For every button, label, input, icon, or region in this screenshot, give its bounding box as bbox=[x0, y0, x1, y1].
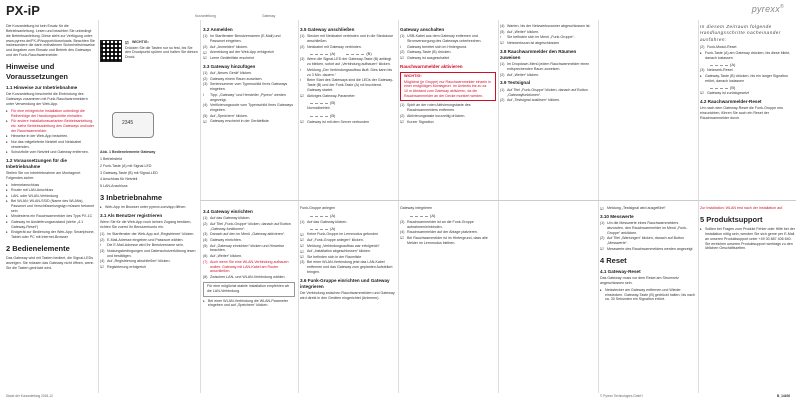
section-2-heading: 2 Bedienelemente bbox=[6, 243, 70, 253]
section-4-2-text: Um nach dem Gateway-Reset die Funk-Gruppe neu einzurichten, führen Sie auch ein Reset der Rauchwarnmelder durch. bbox=[700, 105, 784, 120]
result-item: ☑ Gateway ist zurückgesetzt bbox=[700, 91, 796, 96]
result-item: ☑ Gateway ist mit dem Server verbunden bbox=[300, 120, 396, 125]
section-5-heading: 5 Produktsupport bbox=[700, 214, 763, 224]
led-indicator-a: (A) bbox=[310, 51, 335, 56]
section-3-1-heading: 3.1 Als Benutzer registrieren bbox=[100, 213, 163, 219]
column-4 bbox=[300, 24, 396, 125]
section-1-1-heading: 1.1 Hinweise zur Inbetriebnahme bbox=[6, 85, 78, 91]
list-item: ▸ Mindestens ein Rauchwarnmelder des Typs PX-1C bbox=[6, 214, 96, 219]
list-item: ▸ Schutzfolie vom Netzteil und Gateway entfernen. bbox=[6, 150, 96, 155]
list-item: ▸ Für eine erfolgreiche Installation unbedingt die Reihenfolge der Handlungsschritte einhalten. bbox=[6, 109, 96, 119]
list-item: ▸ Hinweise in der Web-App beachten. bbox=[6, 134, 96, 139]
section-4-1-text: Das Gateway muss vor dem Reset am Stromnetz angeschlossen sein. bbox=[600, 276, 679, 285]
step-item: (1) USB-Kabel aus dem Gateway entfernen und Stromversorgung des Gateways unterbrechen. bbox=[400, 34, 482, 44]
legend-item: 1 Betriebsfeld bbox=[100, 156, 122, 161]
step-item: (1) Im Startfenster der Web-App auf „Registrieren“ klicken. bbox=[100, 231, 195, 236]
gateway-off-heading: Gateway anschalten bbox=[400, 27, 445, 32]
step-item: (1) Im Startfenster Benutzernamen (E-Mail) und Passwort eingeben. bbox=[203, 34, 281, 44]
step-item: (5) Auf „Speichern“ klicken. bbox=[203, 113, 248, 118]
step-item: (1) Spirit an der roten Aktivierungstaste des Rauchwarnmelders entfernen. bbox=[400, 103, 471, 113]
warning-red-text: Zur Installation: WLAN erst nach der Installation auf. bbox=[700, 206, 784, 210]
list-item: ▸ Bei WLAN: WLAN-SSID (Name des WLANs), Passwort und Verschlüsselungstyp müssen bekannt sein bbox=[6, 199, 96, 214]
step-item: (5) Auf „Gateway einrichten“ klicken und Hinweise beachten. bbox=[203, 243, 285, 253]
device-label: 2345 bbox=[122, 120, 134, 126]
column-divider bbox=[200, 20, 201, 393]
result-item: ☑ Messwerte des Rauchwarnmelders werden angezeigt bbox=[600, 247, 696, 252]
figure-caption: Abb. 1 Bedienelemente Gateway bbox=[100, 150, 156, 154]
legend-item: 3 Gateway-Taste (B) mit Signal-LED bbox=[100, 170, 158, 175]
section-4-heading: 4 Reset bbox=[600, 255, 627, 265]
list-item: ▸ Sollten bei Fragen zum Produkt Fehler oder Hilfe bei der Installation nötig sein, wenden Sie sich gerne per E-Mail an unseren Produktsupport unter +49 30 887 406 640. Sie erreichen unseren Produktsupport werktags zu den üblichen Geschäftszeiten. bbox=[700, 227, 796, 251]
column-divider bbox=[298, 20, 299, 393]
step-item: (4) Verifizierungscode vom Typenschild Ihres Gateways eingeben. bbox=[203, 103, 294, 113]
result-item: ☑ Gateway erscheint in der Gerätelliste bbox=[203, 119, 295, 124]
step-item: (4) Rauchwarnmelder auf der Ablage platzieren. bbox=[400, 230, 478, 235]
column-5 bbox=[400, 24, 496, 125]
column-4-lower bbox=[300, 206, 396, 303]
column-2 bbox=[100, 40, 198, 64]
step-item: i Die E-Mail-Adresse wird Ihr Benutzername sein. bbox=[100, 243, 184, 248]
step-item: (7) Auch wenn Sie eine WLAN-Verbindung aufbauen wollen: Gateway mit LAN-Kabel am Router anschließen. bbox=[203, 259, 289, 274]
column-divider bbox=[698, 20, 699, 393]
legend-item: 4 Anschluss für Netzteil bbox=[100, 177, 138, 182]
step-item: (8) Zwischen LAN- und WLAN-Verbindung wählen. bbox=[203, 275, 286, 280]
section-3-4-heading: 3.4 Gateway einrichten bbox=[203, 209, 253, 214]
led-indicator-b: (B) bbox=[310, 100, 335, 105]
header-label-1: Kurzanleitung bbox=[195, 14, 216, 18]
red-notes bbox=[6, 109, 96, 134]
step-item: (5) Auf „Weiter“ klicken. bbox=[500, 29, 540, 34]
intro-text: Die Kurzanleitung ist kein Ersatz für die Betriebsanleitung. Lesen und beachten Sie unbedingt die Betriebsanleitung. Diese steht zur Verfügung unter: www.pyrexx.de/PX-iP/support/downloads. Beachten Sie insbesondere die darin enthaltenen Sicherheitshinweise und Angaben zum Einsatz und Betrieb des Gateways und der Funk-Rauchwarnmelder. bbox=[6, 24, 95, 58]
column-divider bbox=[498, 20, 499, 393]
step-item: (2) Auf Titel „Funk-Gruppe“ klicken, danach auf Button „Gateway-funktionen“. bbox=[203, 221, 291, 231]
led-indicator-a: (A) bbox=[310, 226, 335, 231]
result-item: ☑ Keine Funk-Gruppe im Lernmodus gefunden bbox=[300, 232, 396, 237]
section-3-2-heading: 3.2 Anmelden bbox=[203, 27, 233, 32]
result-item: ☑ Meldung „Verbindungsaufbau war erfolgreich“ bbox=[300, 244, 396, 249]
list-item: ▸ Funk-Taste (A) am Gateway drücken, bis diese blinkt, danach loslassen bbox=[700, 51, 796, 61]
led-indicator-a: (A) bbox=[410, 213, 435, 218]
list-item: ▸ Internetanschluss bbox=[6, 183, 96, 188]
result-item: ☑ Gateway ist ausgeschaltet bbox=[400, 56, 496, 61]
step-item: (1) Um die Messwerte eines Rauchwarnmelders abzurufen, den Rauchwarnmelder im Menü „Funk-Gruppe“ anklicken. bbox=[600, 221, 688, 235]
column-divider bbox=[98, 20, 99, 393]
step-item: (1) Stecker mit Netzkabel verbinden und in die Steckdose anschließen. bbox=[300, 34, 394, 44]
result-item: ☑ Leere Gerätelliste erscheint bbox=[203, 56, 295, 61]
result-item: ☑ Aktiviges Gateway-Parameter: bbox=[300, 94, 396, 99]
step-item: (4) Gateway einrichten. bbox=[203, 237, 242, 242]
step-item: (2) Auf Titel „Wartungen“ klicken, danach auf Button „Messwerte“. bbox=[600, 236, 684, 246]
step-item: i Sie befinden sich im Menü „Funk-Gruppe“. bbox=[500, 35, 575, 40]
list-item: ▸ Nur das mitgelieferte Netzteil und Netzkabel verwenden. bbox=[6, 140, 96, 150]
smoke-alarm-heading: Rauchwarnmelder aktivieren bbox=[400, 63, 463, 69]
requirements-list bbox=[6, 183, 96, 240]
section-4-2-heading: 4.2 Rauchwarnmelder-Reset bbox=[700, 98, 762, 104]
list-item: ▸ Endgerät zur Bedienung der Web-App: Smartphone, Tablet oder PC mit Internet-Browser bbox=[6, 230, 96, 240]
section-3-9-heading: 3.9 Testsignal bbox=[500, 80, 531, 86]
result-item: ☑ Kurzer Signalton bbox=[400, 120, 496, 125]
column-7 bbox=[600, 206, 696, 303]
step-item: (1) Auf Titel „Funk-Gruppe“ klicken, danach auf Button „Gatewayfunktionen“. bbox=[500, 87, 588, 97]
result-item: ☑ Auf „Installation abgeschlossen“ klicken. bbox=[300, 249, 396, 254]
tip-box: Für eine möglichst stabile Installation empfehlen wir die LAN-Verbindung. bbox=[203, 282, 295, 297]
column-3 bbox=[203, 24, 295, 125]
led-indicator-b: (B) bbox=[710, 85, 735, 90]
step-item: i Beim Start des Gateways sind die LEDs der Gateway-Taste (B) und der Funk-Taste (A) rot leuchtend. Gateway startet. bbox=[300, 78, 394, 92]
qr-code-icon bbox=[100, 40, 122, 62]
step-item: (2) Auf „Anmelden“ klicken. bbox=[203, 44, 248, 49]
row-separator bbox=[200, 200, 796, 201]
normal-label: Normalbetrieb bbox=[307, 106, 330, 111]
column-divider bbox=[598, 20, 599, 393]
list-item: ▸ Gateway im Auslieferungszustand (siehe „4.1 Gateway-Reset“) bbox=[6, 220, 96, 230]
step-item: (3) Rauchwarnmelder ist an die Funk-Gruppe aufnahmen/einbinden. bbox=[400, 219, 474, 229]
step-item: (3) Nutzungsbedingungen und Datenschutzerklärung lesen und bestätigen. bbox=[100, 248, 196, 258]
subheading: Gateway integrieren bbox=[400, 206, 433, 210]
led-indicator-a: (A) bbox=[710, 62, 735, 67]
result-item: ☑ Registrierung erfolgreich bbox=[100, 265, 198, 270]
step-item: (1) Auf das Gateway klicken. bbox=[300, 219, 348, 224]
section-3-6-heading: 3.6 Funk-Gruppe einrichten und Gateway integrieren bbox=[300, 278, 390, 290]
step-item: (2) Netzkabel mit Gateway verbinden. bbox=[300, 44, 362, 49]
section-2-text: Das Gateway wird mit Tasten bedient, die Signal-LEDs anzeigen. Sie müssen das Gateway nicht öffnen, wenn Sie die Tasten gedrückt wird. bbox=[6, 255, 94, 270]
step-item: (3) Danach auf den im Menü „Gateway aktivieren“. bbox=[203, 232, 286, 237]
step-item: (2) E-Mail-Adresse eingeben und Passwort wählen. bbox=[100, 237, 184, 242]
list-item: ▸ Für andere Installationsvarianten Betriebsanleitung, etc. siehe Betriebsanleitung des Gateways und/oder der Rauchwarnmelder. bbox=[6, 119, 96, 134]
note-title: ☑ WICHTIG: bbox=[125, 40, 198, 45]
column-8 bbox=[700, 24, 796, 122]
step-item: (2) Auf „Testsignal auslösen“ klicken. bbox=[500, 98, 561, 103]
list-item: ▸ Netzstecker am Gateway entfernen und Wieder einstecken. Gateway-Taste (B) gedrückt halten, bis nach ca. 30 Sekunden ein Signalton ertönt. bbox=[600, 288, 696, 303]
footer-copyright: © Pyrexx Technologies GmbH bbox=[600, 393, 643, 398]
step-item: (2) Gateway-Taste (B) drücken. bbox=[400, 50, 452, 55]
section-3-10-heading: 3.10 Messwerte bbox=[600, 213, 634, 219]
header-label-2: Gateway bbox=[262, 14, 276, 18]
subheading: Funk-Gruppe anlegen bbox=[300, 206, 335, 210]
note-text: Drücken Sie die Tasten nur so fest, bis Sie den Druckpunkt spüren und halten Sie diesen Druck. bbox=[125, 45, 198, 60]
gateway-device-illustration bbox=[112, 112, 154, 138]
section-4-1-heading: 4.1 Gateway-Reset bbox=[600, 268, 641, 274]
section-1-heading: Hinweise und Voraussetzungen bbox=[6, 61, 68, 82]
legend-item: 2 Funk-Taste (A) mit Signal-LED bbox=[100, 163, 152, 168]
section-1-2-text: Stellen Sie vor Inbetriebnahme am Montageort Folgendes sicher: bbox=[6, 171, 81, 181]
list-item: ▸ Router mit LAN-Anschluss bbox=[6, 188, 96, 193]
result-item: ☑ Anmeldung auf der Web-App erfolgreich bbox=[203, 50, 295, 55]
notes-list bbox=[6, 134, 96, 155]
step-item: (3) Wenn die Signal-LED der Gateway-Taste (B) anfängt zu blinken, sofort auf „Verbindung aufbauen“ klicken. bbox=[300, 57, 392, 67]
section-3-1-text: Wenn Sie für die Web-App noch keinen Zugang besitzen, richten Sie zuerst Ihr Benutzerkonto ein. bbox=[100, 220, 192, 230]
list-item: ▸ LAN- oder WLAN-Verbindung bbox=[6, 194, 96, 199]
step-item: (3) Netzwerk-Reset bbox=[700, 68, 733, 73]
result-item: ☑ Netzwerkscan ist abgeschlossen bbox=[500, 41, 596, 46]
step-item: i Meldung „Der Verbindungsaufbau läuft. Dies kann bis zu 3 Min. dauern.“ bbox=[300, 67, 393, 77]
result-item: ☑ Auf „Funk-Gruppe anlegen“ klicken. bbox=[300, 238, 396, 243]
section-1-2-heading: 1.2 Voraussetzungen für die Inbetriebnahme bbox=[6, 157, 67, 170]
step-item: (1) Auf „Neues Gerät“ klicken. bbox=[203, 70, 253, 75]
step-item: i Tipp: „Gateway“ und Hersteller „Pyrexx“ werden angezeigt. bbox=[203, 92, 286, 102]
section-1-1-text: Die Kurzanleitung beschreibt die Einbindung des Gateways zusammen mit Funk-Rauchwarnmeldern unter Verwendung der Web-App. bbox=[6, 92, 88, 107]
column-divider bbox=[398, 20, 399, 393]
list-item: ▸ Web-App im Browser unter pyrexx.com/app öffnen. bbox=[100, 205, 198, 210]
legend-item: 5 LAN-Anschluss bbox=[100, 184, 128, 189]
led-indicator-a: (A) bbox=[310, 213, 335, 218]
step-item: (2) Aktivierungstaste kurzzeitig drücken. bbox=[400, 113, 466, 118]
list-item: ▸ Gateway-Taste (B) drücken, bis ein langer Signalton ertönt, danach loslassen bbox=[700, 74, 796, 84]
section-3-6-text: Die Verbindung zwischen Rauchwarnmeldern und Gateway wird direkt in den Geräten eingerichtet (Anlernen). bbox=[300, 291, 395, 301]
step-item: (1) Im Dropdown-Menü jedem Rauchwarnmelder einen entsprechenden Raum zuweisen. bbox=[500, 62, 590, 71]
intro-italic: In diesem Zeitraum folgende Handlungsschritte nacheinander ausführen: bbox=[700, 24, 781, 42]
step-item: (3) Bei einer WLAN-Verbindung jetzt das LAN-Kabel entfernen und das Gateway zum geplanten Aufstellort bringen. bbox=[300, 260, 393, 275]
doc-title: PX-iP bbox=[6, 3, 40, 18]
step-item: (4) Auf „Registrierung abschließen“ klicken. bbox=[100, 259, 171, 264]
led-indicator-b: (B) bbox=[346, 51, 371, 56]
section-3-5-heading: 3.5 Gateway anschließen bbox=[300, 27, 355, 32]
step-item: (2) Gateway einem Raum zuweisen. bbox=[203, 76, 263, 81]
footer-date: Stand der Kurzanleitung 2018-12 bbox=[6, 393, 53, 398]
step-item: (3) Seriennummer vom Typenschild Ihres Gateways eingeben. bbox=[203, 82, 288, 92]
brand-logo: pyrexx® bbox=[751, 4, 784, 14]
step-item: i Gateway bereitet sich im Hintergrund. bbox=[400, 44, 468, 49]
column-2-lower bbox=[100, 150, 198, 271]
list-item: ▸ Bei einer WLAN-Verbindung die WLAN-Parameter eingeben und auf „Speichern“ klicken. bbox=[203, 299, 295, 309]
step-item: (1) Auf das Gateway klicken. bbox=[203, 216, 251, 221]
result-item: ☑ Bei Rauchwarnmelder ist im Hintergrund, dass alle Melder im Lernmodus bleiben. bbox=[400, 236, 496, 246]
section-3-3-heading: 3.3 Gateway hinzufügen bbox=[203, 63, 256, 69]
led-indicator-b: (B) bbox=[310, 113, 335, 118]
column-1 bbox=[6, 24, 96, 272]
footer-code: B_14406 bbox=[777, 393, 790, 398]
section-3-8-heading: 3.8 Rauchwarnmelder den Räumen zuweisen bbox=[500, 48, 577, 60]
section-3-heading: 3 Inbetriebnahme bbox=[100, 193, 163, 203]
step-item: (6) Auf „Weiter“ klicken. bbox=[203, 254, 243, 259]
step-item: (4) Warten, bis der Netzwerkscanner abgeschlossen ist. bbox=[500, 24, 591, 28]
result-item: ☑ Meldung „Testsignal wird ausgeführt“ bbox=[600, 206, 696, 211]
result-item: ☑ Sie befinden sich in der Raumliste bbox=[300, 255, 396, 260]
column-5-lower bbox=[400, 206, 496, 246]
step-item: (2) Funk-Modul-Reset bbox=[700, 45, 737, 50]
column-8-lower bbox=[700, 206, 796, 252]
column-6 bbox=[500, 24, 596, 104]
column-3-lower bbox=[203, 206, 295, 309]
warning-box: WICHTIG: Möglichst (je Gruppe) nur Rauchwarnmelder einzeln in einer endgültigen Montageort. Im Umkreis bis zu ca. 10 m Abstand zum Gateway aktivieren, da die Rauchwarnmelder an der Decke montiert werden. bbox=[400, 72, 496, 102]
step-item: (2) Auf „Weiter“ klicken. bbox=[500, 72, 540, 77]
